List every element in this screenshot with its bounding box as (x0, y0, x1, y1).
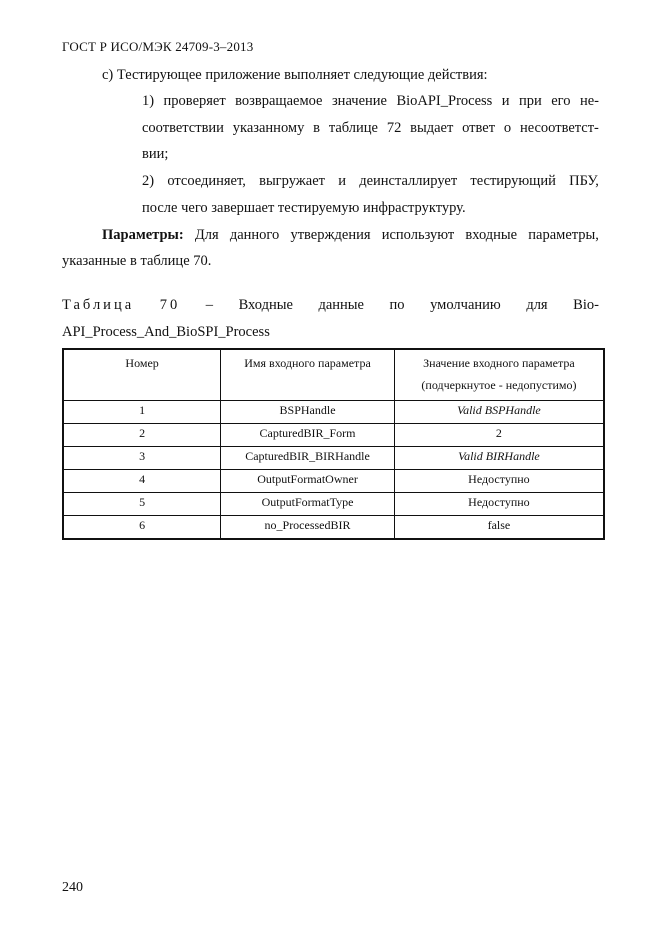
table-row (63, 516, 604, 540)
word: ответ (462, 120, 496, 136)
word: о (503, 120, 512, 136)
header-param-name: Имя входного параметра (221, 349, 395, 401)
word: и (338, 173, 346, 189)
word: соответствии (142, 120, 224, 136)
table-row (63, 470, 604, 493)
cell-value: 2 (394, 424, 604, 447)
word: несоответст- (519, 120, 599, 136)
cell-value: false (394, 516, 604, 540)
word: возвращаемое (235, 93, 323, 109)
caption-word: 70 (159, 297, 181, 313)
params-label: Параметры: (102, 227, 184, 243)
word: 72 (386, 120, 402, 136)
cell-name: OutputFormatType (221, 493, 395, 516)
caption-word: умолчанию (430, 297, 501, 313)
header-param-value (394, 349, 604, 401)
table-caption-line1 (62, 298, 599, 313)
cell-number: 6 (63, 516, 221, 540)
caption-word: Bio- (573, 297, 599, 313)
word: утверждения (290, 227, 371, 243)
word: используют (381, 227, 455, 243)
word: данного (229, 227, 280, 243)
caption-word: Входные (238, 297, 293, 313)
cell-name: no_ProcessedBIR (221, 516, 395, 540)
cell-value: Valid BSPHandle (394, 401, 604, 424)
word: Для (194, 227, 219, 243)
item2-line2: после чего завершает тестируемую инфраструктуру. (142, 200, 466, 216)
word: выдает (410, 120, 454, 136)
word: указанному (232, 120, 305, 136)
word: 2) (142, 173, 155, 189)
caption-word: Таблица (62, 297, 135, 313)
parameters-table (62, 348, 605, 540)
cell-value: Недоступно (394, 470, 604, 493)
cell-name: OutputFormatOwner (221, 470, 395, 493)
table-row (63, 447, 604, 470)
cell-name: BSPHandle (221, 401, 395, 424)
item1-line2 (142, 121, 599, 136)
word: деинсталлирует (359, 173, 458, 189)
word: таблице (328, 120, 378, 136)
cell-number: 3 (63, 447, 221, 470)
caption-word: для (526, 297, 548, 313)
word: ПБУ, (569, 173, 599, 189)
word: значение (331, 93, 387, 109)
page-number: 240 (62, 880, 83, 895)
word: выгружает (259, 173, 325, 189)
cell-value: Недоступно (394, 493, 604, 516)
standard-header: ГОСТ Р ИСО/МЭК 24709-3–2013 (62, 39, 254, 54)
word: BioAPI_Process (396, 93, 493, 109)
item2-line1 (142, 174, 599, 189)
caption-word: – (205, 297, 214, 313)
word: входные (465, 227, 518, 243)
word: 1) (142, 93, 155, 109)
table-caption-line2: API_Process_And_BioSPI_Process (62, 324, 270, 340)
word: параметры, (528, 227, 599, 243)
header-value-line2: (подчеркнутое - недопустимо) (421, 378, 577, 392)
word: и (501, 93, 510, 109)
cell-number: 4 (63, 470, 221, 493)
item1-line3: вии; (142, 146, 169, 162)
params-line1 (102, 228, 599, 243)
caption-word: по (389, 297, 405, 313)
table-row (63, 424, 604, 447)
word: его (551, 93, 571, 109)
header-number: Номер (63, 349, 221, 401)
word: при (518, 93, 542, 109)
table-row (63, 493, 604, 516)
table-header-row (63, 349, 604, 401)
cell-number: 2 (63, 424, 221, 447)
params-line2: указанные в таблице 70. (62, 253, 212, 269)
paragraph-c: с) Тестирующее приложение выполняет следующие действия: (102, 67, 488, 83)
cell-number: 5 (63, 493, 221, 516)
word: в (313, 120, 321, 136)
cell-value: Valid BIRHandle (394, 447, 604, 470)
word: не- (579, 93, 599, 109)
word: проверяет (163, 93, 226, 109)
caption-word: данные (318, 297, 364, 313)
header-value-line1: Значение входного параметра (423, 356, 575, 370)
cell-name: CapturedBIR_BIRHandle (221, 447, 395, 470)
cell-name: CapturedBIR_Form (221, 424, 395, 447)
cell-number: 1 (63, 401, 221, 424)
word: тестирующий (470, 173, 556, 189)
word: отсоединяет, (167, 173, 246, 189)
table-row (63, 401, 604, 424)
item1-line1 (142, 94, 599, 109)
